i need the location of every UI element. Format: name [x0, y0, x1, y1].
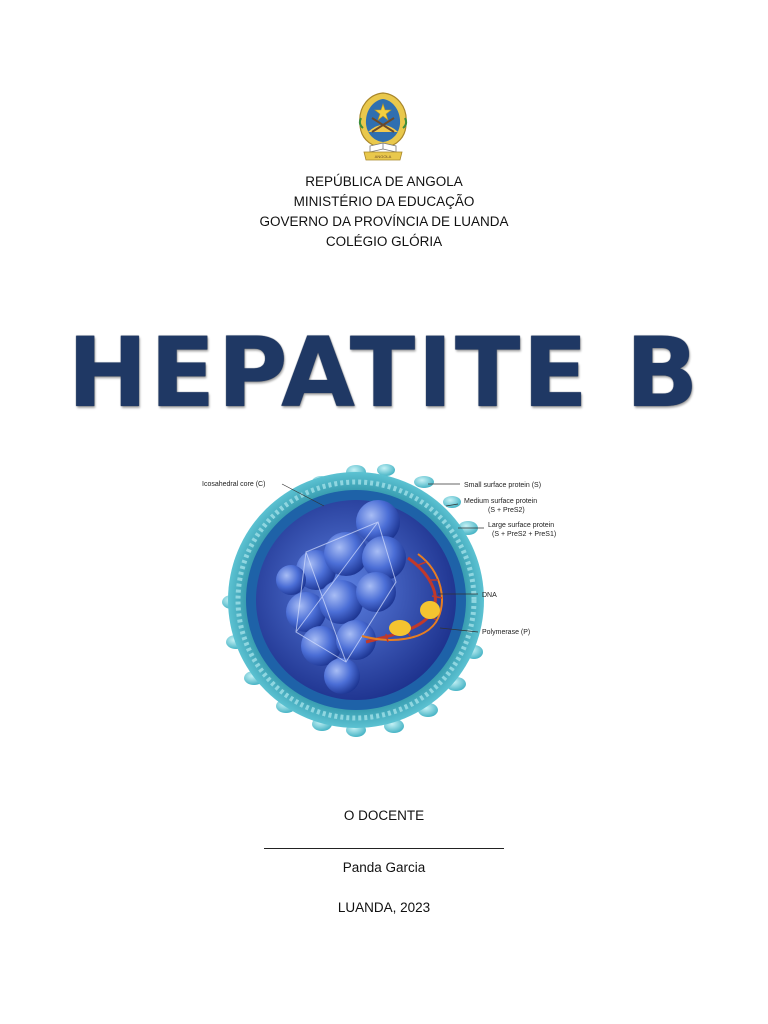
svg-text:ANGOLA: ANGOLA — [374, 154, 392, 159]
header-line-government: GOVERNO DA PROVÍNCIA DE LUANDA — [259, 214, 509, 229]
label-medium-surface-protein-detail: (S + PreS2) — [488, 507, 525, 514]
label-large-surface-protein-detail: (S + PreS2 + PreS1) — [492, 531, 557, 538]
label-dna: DNA — [482, 592, 497, 599]
signature-line — [264, 848, 504, 849]
label-medium-surface-protein: Medium surface protein — [464, 498, 538, 505]
docente-label: O DOCENTE — [343, 808, 425, 823]
teacher-name: Panda Garcia — [342, 860, 426, 875]
label-small-surface-protein: Small surface protein (S) — [464, 482, 542, 489]
header-line-ministry: MINISTÉRIO DA EDUCAÇÃO — [293, 194, 475, 209]
institution-header — [0, 172, 768, 252]
angola-emblem — [352, 88, 414, 162]
document-title: HEPATITE B — [67, 317, 701, 429]
label-polymerase: Polymerase (P) — [482, 629, 531, 636]
header-line-country: REPÚBLICA DE ANGOLA — [305, 174, 463, 189]
label-large-surface-protein: Large surface protein — [488, 522, 555, 529]
label-icosahedral-core: Icosahedral core (C) — [202, 481, 266, 488]
hepatitis-b-virus-illustration — [196, 462, 572, 738]
header-line-school: COLÉGIO GLÓRIA — [325, 234, 443, 249]
place-date: LUANDA, 2023 — [337, 900, 431, 915]
